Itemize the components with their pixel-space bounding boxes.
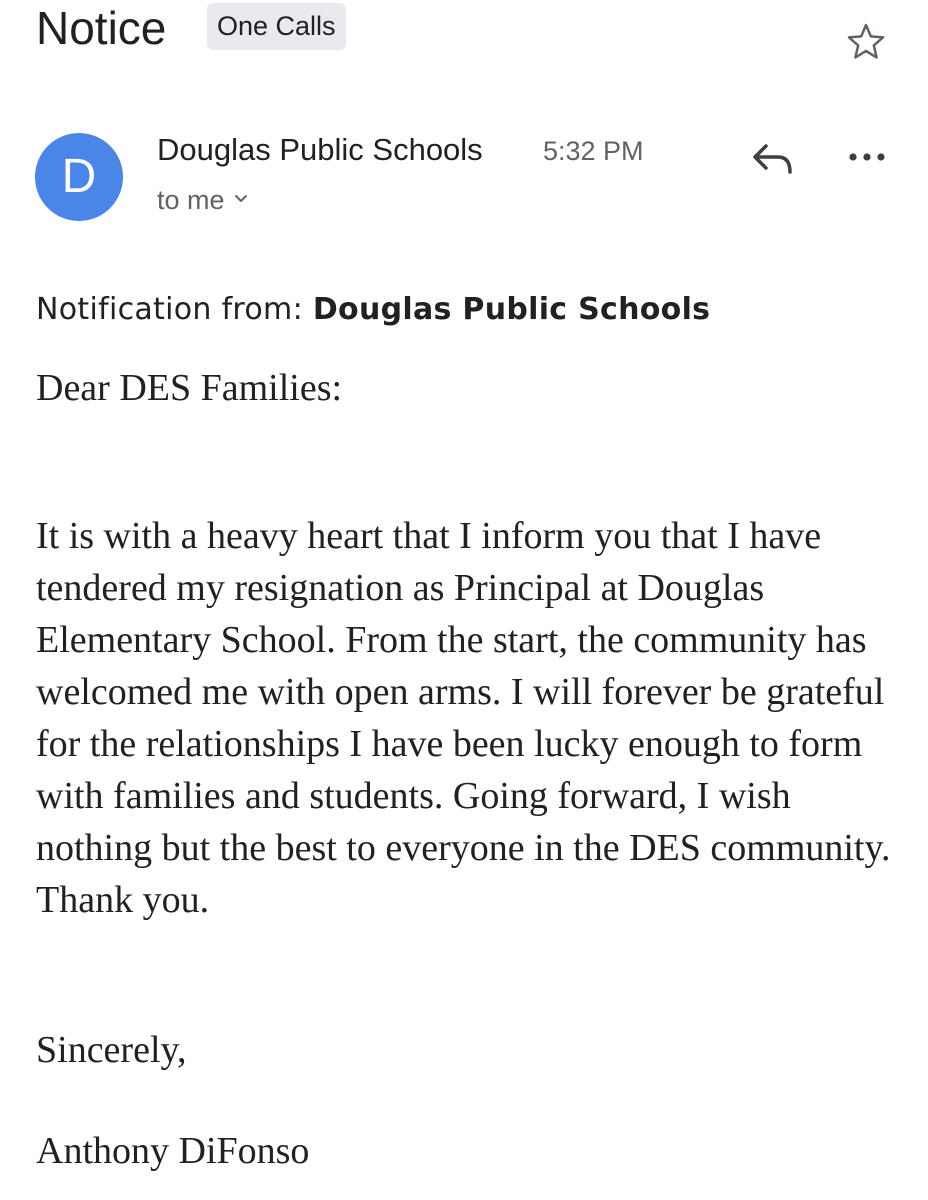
recipient-toggle[interactable] bbox=[157, 182, 249, 218]
email-greeting: Dear DES Families: bbox=[36, 367, 343, 409]
sender-header bbox=[0, 120, 928, 230]
reply-icon[interactable] bbox=[750, 138, 796, 180]
email-subject: Notice bbox=[36, 2, 167, 54]
notification-prefix: Notification from: bbox=[36, 292, 303, 327]
sender-name[interactable]: Douglas Public Schools bbox=[157, 132, 483, 167]
notification-sender: Douglas Public Schools bbox=[312, 292, 711, 327]
label-chip[interactable]: One Calls bbox=[207, 3, 346, 50]
star-icon[interactable] bbox=[844, 20, 888, 64]
chevron-down-icon bbox=[233, 190, 249, 206]
more-horizontal-icon[interactable] bbox=[846, 148, 888, 166]
recipient-label: to me bbox=[157, 185, 225, 215]
subject-row bbox=[36, 0, 896, 60]
email-signature: Anthony DiFonso bbox=[36, 1130, 310, 1172]
avatar[interactable]: D bbox=[35, 133, 123, 221]
email-signoff: Sincerely, bbox=[36, 1029, 187, 1071]
email-paragraph: It is with a heavy heart that I inform you that I have tendered my resignation as Principal at Douglas Elementary School. From the start, the community has welcomed me with open arms. I will forever be grateful for the relationships I have been lucky enough to form with families and students. Going forward, I wish nothing but the best to everyone in the DES community. Thank you. bbox=[36, 515, 891, 921]
notification-line bbox=[36, 290, 710, 330]
sent-time: 5:32 PM bbox=[543, 136, 644, 166]
